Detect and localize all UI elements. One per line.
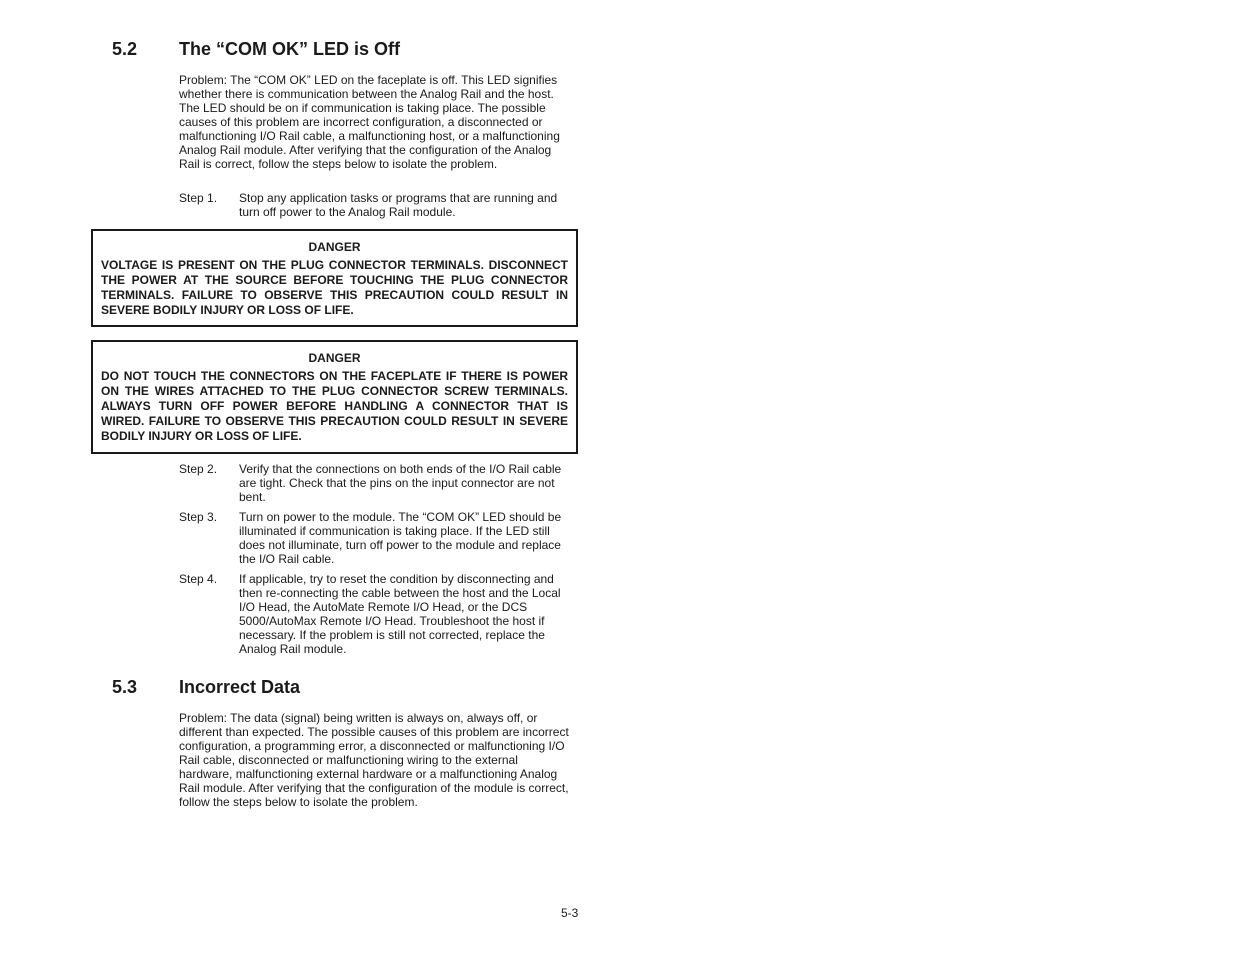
step-3 [179,510,569,566]
danger-text: DO NOT TOUCH THE CONNECTORS ON THE FACEPLATE IF THERE IS POWER ON THE WIRES ATTACHED TO THE PLUG CONNECTOR SCREW TERMINALS. ALWAYS TURN OFF POWER BEFORE HANDLING A CONNECTOR THAT IS WIRED. FAILURE TO OBSERVE THIS PRECAUTION COULD RESULT IN SEVERE BODILY INJURY OR LOSS OF LIFE. [101,369,568,443]
problem-paragraph-5-2: Problem: The “COM OK” LED on the faceplate is off. This LED signifies whether there is communication between the Analog Rail and the host. The LED should be on if communication is taking place. The possible causes of this problem are incorrect configuration, a disconnected or malfunctioning I/O Rail cable, a malfunctioning host, or a malfunctioning Analog Rail module. After verifying that the configuration of the Analog Rail is correct, follow the steps below to isolate the problem. [179,73,560,171]
step-2 [179,462,569,504]
danger-box-voltage [91,229,578,327]
danger-text: VOLTAGE IS PRESENT ON THE PLUG CONNECTOR TERMINALS. DISCONNECT THE POWER AT THE SOURCE BEFORE TOUCHING THE PLUG CONNECTOR TERMINALS. FAILURE TO OBSERVE THIS PRECAUTION COULD RESULT IN SEVERE BODILY INJURY OR LOSS OF LIFE. [101,258,568,317]
danger-title: DANGER [308,351,361,365]
section-heading-5-3 [112,676,300,698]
danger-box-connectors [91,340,578,454]
step-4 [179,572,569,656]
section-number: 5.3 [112,677,138,697]
section-heading-5-2 [112,38,400,60]
problem-paragraph-5-3: Problem: The data (signal) being written is always on, always off, or different than expected. The possible causes of this problem are incorrect configuration, a programming error, a disconnected or malfunctioning I/O Rail cable, disconnected or malfunctioning wiring to the external hardware, malfunctioning external hardware or a malfunctioning Analog Rail module. After verifying that the configuration of the module is correct, follow the steps below to isolate the problem. [179,711,569,809]
section-number: 5.2 [112,39,138,59]
step-label: Step 1. [179,191,218,205]
step-label: Step 4. [179,572,218,586]
step-label: Step 2. [179,462,218,476]
step-label: Step 3. [179,510,218,524]
step-text: Stop any application tasks or programs that are running and turn off power to the Analog Rail module. [239,191,558,219]
section-title: The “COM OK” LED is Off [179,39,401,59]
step-text: Verify that the connections on both ends of the I/O Rail cable are tight. Check that the pins on the input connector are not bent. [239,462,562,504]
section-title: Incorrect Data [179,677,301,697]
step-text: If applicable, try to reset the condition by disconnecting and then re-connecting the cable between the host and the Local I/O Head, the AutoMate Remote I/O Head, or the DCS 5000/AutoMax Remote I/O Head. Troubleshoot the host if necessary. If the problem is still not corrected, replace the Analog Rail module. [239,572,561,656]
danger-title: DANGER [308,240,361,254]
step-text: Turn on power to the module. The “COM OK” LED should be illuminated if communication is taking place. If the LED still does not illuminate, turn off power to the module and replace the I/O Rail cable. [239,510,562,566]
page-number: 5-3 [561,906,579,920]
step-1 [179,191,569,219]
